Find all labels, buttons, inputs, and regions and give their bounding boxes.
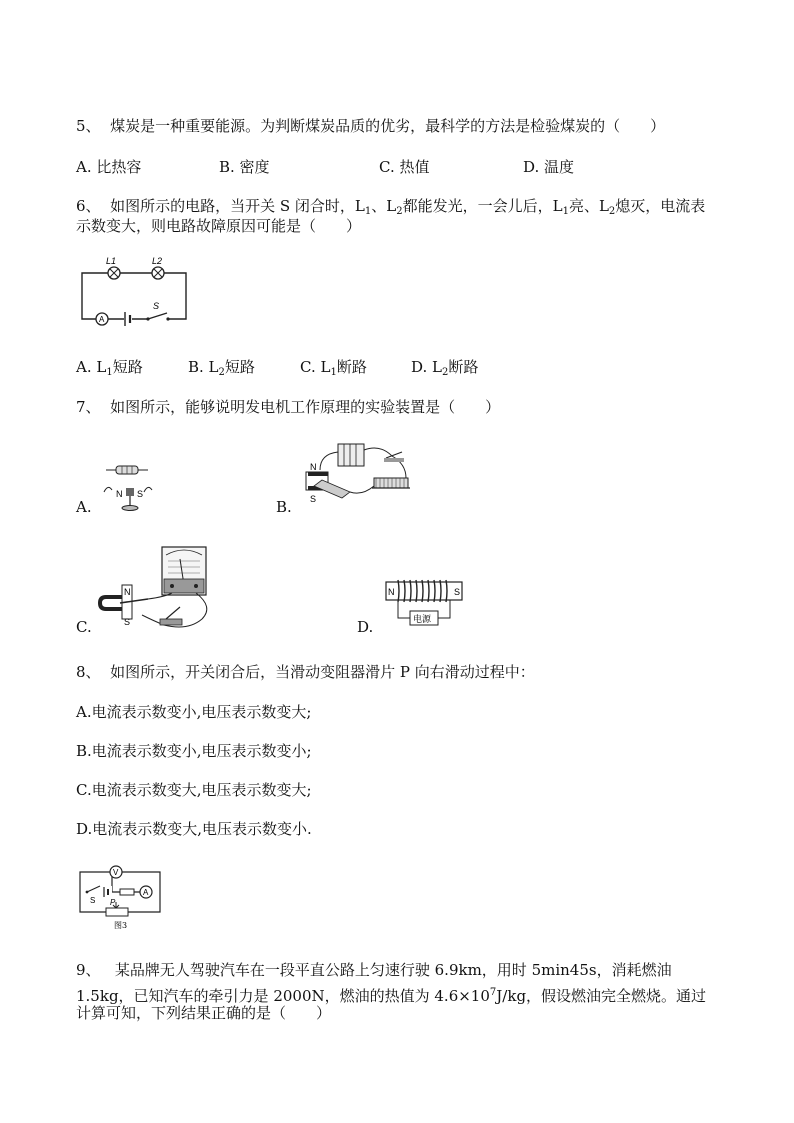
q8-voltmeter-label: V bbox=[113, 868, 119, 877]
q5-option-a[interactable]: A. 比热容 bbox=[76, 158, 142, 176]
q6-option-c[interactable]: C. $L_1$断路 bbox=[300, 358, 367, 378]
q8-circuit-figure bbox=[76, 860, 166, 930]
q7-a-s-label: S bbox=[137, 489, 144, 499]
q8-switch-label: S bbox=[90, 896, 96, 905]
q7-b-s-label: S bbox=[310, 494, 317, 504]
q5-option-b[interactable]: B. 密度 bbox=[219, 158, 270, 176]
q9-stem-line1: 9、 某品牌无人驾驶汽车在一段平直公路上匀速行驶 6.9km，用时 5min45s，消耗燃油 bbox=[76, 961, 672, 979]
q8-stem: 8、 如图所示，开关闭合后，当滑动变阻器滑片 P 向右滑动过程中： bbox=[76, 663, 535, 681]
wire-coil-icon bbox=[106, 466, 148, 474]
battery-icon bbox=[102, 886, 112, 898]
battery-pack-icon bbox=[338, 444, 364, 466]
q7-d-s-label: S bbox=[454, 587, 461, 597]
q6-stem-line2: 示数变大，则电路故障原因可能是（ ） bbox=[76, 217, 362, 235]
q5-option-d[interactable]: D. 温度 bbox=[523, 158, 575, 176]
q8-option-c[interactable]: C.电流表示数变大,电压表示数变大; bbox=[76, 781, 312, 799]
q6-option-b[interactable]: B. $L_2$短路 bbox=[188, 358, 255, 378]
q6-lamp1-label: L1 bbox=[106, 256, 117, 266]
q6-option-d[interactable]: D. $L_2$断路 bbox=[411, 358, 479, 378]
q6-option-a[interactable]: A. $L_1$短路 bbox=[76, 358, 143, 378]
q7-d-n-label: N bbox=[388, 587, 395, 597]
q8-option-d[interactable]: D.电流表示数变大,电压表示数变小. bbox=[76, 820, 312, 838]
q8-slider-label: P bbox=[110, 898, 116, 907]
galvanometer-icon bbox=[162, 547, 206, 595]
q7-d-supply-label: 电源 bbox=[413, 615, 432, 625]
q7-figure-a[interactable] bbox=[100, 462, 160, 517]
q5-option-c[interactable]: C. 热值 bbox=[379, 158, 430, 176]
compass-needle-icon bbox=[104, 487, 152, 510]
q7-option-c-label[interactable]: C. bbox=[76, 618, 92, 636]
q7-stem: 7、 如图所示，能够说明发电机工作原理的实验装置是（ ） bbox=[76, 398, 501, 416]
resistor-icon bbox=[120, 889, 134, 895]
q7-figure-c[interactable] bbox=[100, 545, 215, 633]
q7-option-d-label[interactable]: D. bbox=[357, 618, 374, 636]
q8-ammeter-label: A bbox=[143, 888, 149, 897]
switch-icon bbox=[160, 607, 182, 625]
solenoid-icon bbox=[386, 580, 462, 602]
q7-option-b-label[interactable]: B. bbox=[276, 498, 292, 516]
q7-a-n-label: N bbox=[116, 489, 123, 499]
q8-option-a[interactable]: A.电流表示数变小,电压表示数变大; bbox=[76, 703, 312, 721]
q8-figure-caption: 图3 bbox=[114, 921, 128, 930]
battery-icon bbox=[124, 311, 132, 327]
switch-icon bbox=[146, 313, 169, 322]
q7-c-s-label: S bbox=[124, 617, 131, 627]
q6-stem-line1: 6、 如图所示的电路，当开关 S 闭合时，$L_1$、$L_2$都能发光，一会儿后，$L_1$亮、$L_2$熄灭，电流表 bbox=[76, 197, 706, 217]
q5-stem: 5、 煤炭是一种重要能源。为判断煤炭品质的优劣，最科学的方法是检验煤炭的（ ） bbox=[76, 117, 666, 135]
q9-stem-line3: 计算可知，下列结果正确的是（ ） bbox=[76, 1004, 332, 1022]
q6-lamp2-label: L2 bbox=[152, 256, 163, 266]
lamp-l2-icon bbox=[152, 267, 164, 279]
q6-circuit-figure bbox=[78, 256, 193, 326]
q9-stem-line2: 1.5kg，已知汽车的牵引力是 2000N，燃油的热值为 $4.6\times 10^7J/kg$，假设燃油完全燃烧。通过 bbox=[76, 987, 707, 1005]
q7-figure-b[interactable] bbox=[302, 440, 414, 510]
rheostat-icon bbox=[372, 478, 410, 488]
q7-c-n-label: N bbox=[124, 587, 131, 597]
q8-option-b[interactable]: B.电流表示数变小,电压表示数变小; bbox=[76, 742, 312, 760]
lamp-l1-icon bbox=[108, 267, 120, 279]
switch-icon bbox=[86, 886, 102, 894]
q6-switch-label: S bbox=[153, 301, 160, 311]
q7-option-a-label[interactable]: A. bbox=[76, 498, 92, 516]
q7-b-n-label: N bbox=[310, 462, 317, 472]
q6-ammeter-label: A bbox=[99, 315, 105, 324]
q7-figure-d[interactable] bbox=[384, 580, 464, 630]
